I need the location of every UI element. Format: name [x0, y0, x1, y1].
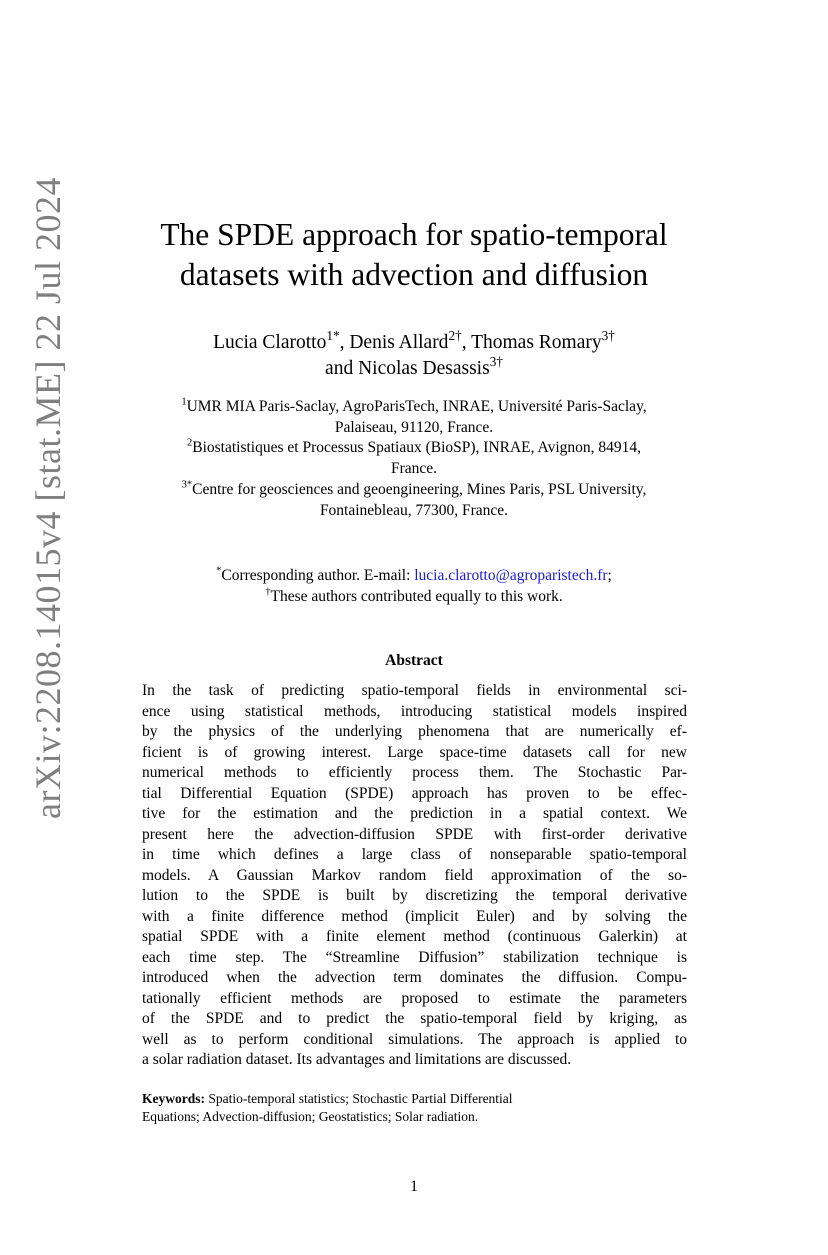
abstract-line: well as to perform conditional simulations. The approach is applied to: [142, 1030, 687, 1048]
note-punct: ;: [607, 567, 612, 584]
email-link[interactable]: lucia.clarotto@agroparistech.fr: [414, 567, 608, 584]
keywords-label: Keywords:: [142, 1091, 205, 1106]
abstract-line: ence using statistical methods, introducing statistical models inspired: [142, 702, 687, 720]
author-line-2: [0, 353, 828, 382]
abstract-line: In the task of predicting spatio-temporal fields in environmental sci-: [142, 682, 687, 699]
abstract-heading: Abstract: [385, 652, 443, 669]
abstract-line: of the SPDE and to predict the spatio-temporal field by kriging, as: [142, 1010, 687, 1027]
arxiv-identifier-stamp: arXiv:2208.14015v4 [stat.ME] 22 Jul 2024: [28, 177, 68, 819]
affiliation-text: UMR MIA Paris-Saclay, AgroParisTech, INRAE, Université Paris-Saclay,: [186, 398, 647, 415]
abstract-line: numerical methods to efficiently process them. The Stochastic Par-: [142, 764, 687, 781]
note-mark: †: [265, 586, 271, 598]
note-mark: *: [216, 565, 222, 577]
keywords-line-1: [142, 1090, 687, 1108]
affiliation-3-cont: Fontainebleau, 77300, France.: [319, 501, 509, 519]
title-line-1: The SPDE approach for spatio-temporal: [160, 217, 668, 252]
affiliation-2: [120, 438, 708, 459]
abstract-line: by the physics of the underlying phenomena that are numerically ef-: [142, 723, 687, 740]
keywords-text: Spatio-temporal statistics; Stochastic Partial Differential: [205, 1091, 513, 1106]
affiliation-3: [120, 480, 708, 501]
author-mark: 3†: [601, 327, 615, 343]
abstract-line: present here the advection-diffusion SPDE with first-order derivative: [142, 825, 687, 843]
author-name: Lucia Clarotto: [213, 332, 327, 353]
affiliation-text: Centre for geosciences and geoengineering, Mines Paris, PSL University,: [192, 480, 647, 498]
abstract-line: with a finite difference method (implicit Euler) and by solving the: [142, 907, 687, 925]
corresponding-author-note: [0, 565, 828, 586]
abstract-line: spatial SPDE with a finite element method (continuous Galerkin) at: [142, 928, 687, 945]
note-text: Corresponding author. E-mail:: [221, 567, 415, 584]
abstract-line: tial Differential Equation (SPDE) approach has proven to be effec-: [142, 784, 687, 802]
abstract-line: tationally efficient methods are proposed to estimate the parameters: [142, 989, 687, 1007]
abstract-line: each time step. The “Streamline Diffusion” stabilization technique is: [142, 948, 687, 966]
author-name: , Thomas Romary: [461, 332, 602, 353]
keywords: [142, 1090, 687, 1126]
abstract-line: in time which defines a large class of nonseparable spatio-temporal: [142, 846, 687, 863]
abstract-line: models. A Gaussian Markov random field approximation of the so-: [142, 866, 687, 884]
keywords-line-2: Equations; Advection-diffusion; Geostatistics; Solar radiation.: [142, 1109, 479, 1124]
affiliation-list: [120, 397, 708, 521]
abstract-line: lution to the SPDE is built by discretizing the temporal derivative: [142, 887, 687, 904]
affiliation-mark: 3*: [181, 479, 193, 491]
equal-contribution-note: [0, 586, 828, 607]
note-text: These authors contributed equally to this work.: [270, 588, 563, 605]
author-name: , Denis Allard: [339, 332, 449, 353]
paper-title: [0, 215, 828, 295]
affiliation-text: Biostatistiques et Processus Spatiaux (BioSP), INRAE, Avignon, 84914,: [192, 439, 642, 457]
abstract-body: [142, 681, 687, 1071]
title-line-2: datasets with advection and diffusion: [179, 257, 649, 292]
abstract-line: a solar radiation dataset. Its advantages and limitations are discussed.: [142, 1051, 572, 1068]
author-mark: 2†: [448, 327, 462, 343]
affiliation-2-cont: France.: [390, 460, 438, 478]
affiliation-mark: 2: [186, 437, 193, 449]
abstract-line: ficient is of growing interest. Large space-time datasets call for new: [142, 743, 687, 761]
affiliation-1: [120, 397, 708, 418]
author-mark: 3†: [489, 353, 503, 369]
abstract-line: tive for the estimation and the prediction in a spatial context. We: [142, 805, 687, 822]
author-name: and Nicolas Desassis: [325, 358, 490, 379]
page-number: 1: [410, 1178, 418, 1195]
affiliation-mark: 1: [181, 396, 187, 408]
author-notes: [0, 565, 828, 607]
author-mark: 1*: [326, 327, 340, 343]
abstract-line: introduced when the advection term dominates the diffusion. Compu-: [142, 969, 687, 986]
affiliation-1-cont: Palaiseau, 91120, France.: [334, 418, 494, 436]
author-list: [0, 327, 828, 382]
author-line-1: [0, 327, 828, 356]
